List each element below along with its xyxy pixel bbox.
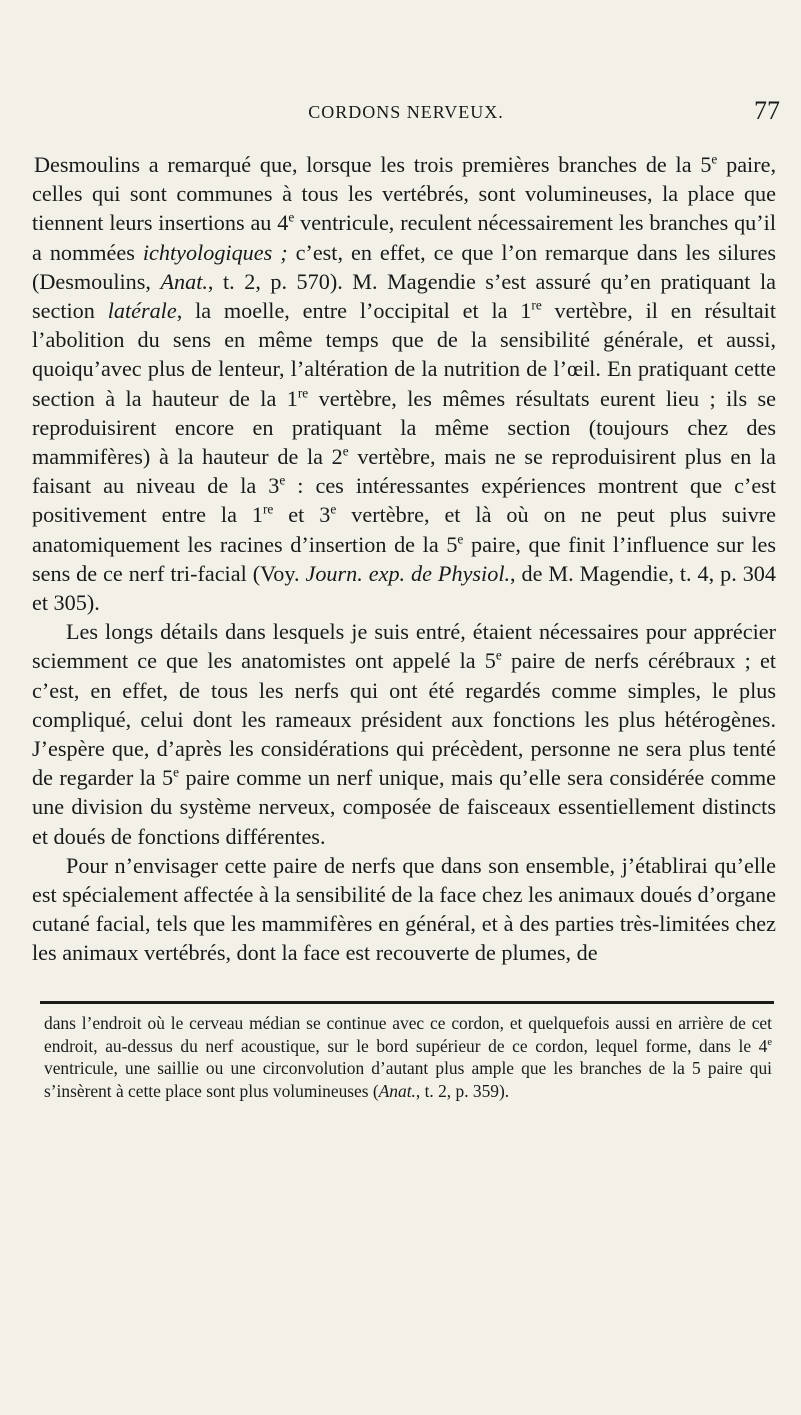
footnote-separator-rule — [40, 1001, 774, 1004]
superscript-run: e — [457, 531, 464, 547]
superscript-run: e — [288, 210, 295, 226]
text-run: et 3 — [273, 502, 331, 528]
italic-run: Anat. — [160, 268, 208, 294]
italic-run: latérale — [107, 298, 177, 324]
text-run: , t. 2, p. 570). M. Magendie s’est assuré qu’en pratiquant la section — [32, 268, 776, 324]
text-run: c’est, en effet, ce que l’on remarque dans les silures (Desmoulins, — [32, 239, 776, 294]
text-run: vertèbre, il en résultait l’abolition du sens en même temps que de la sensibilité générale, et aussi, quoiqu’avec plus de lenteur, l’altération de la nutrition de l’œil. En pratiquant cette section à la hauteur de la 1 — [32, 298, 777, 411]
body-text — [32, 150, 776, 968]
paragraph-1 — [32, 150, 776, 617]
text-run: paire, que finit l’influence sur les sens de ce nerf tri-facial (Voy. — [32, 531, 776, 586]
book-page — [30, 0, 782, 1415]
text-run: , la moelle, entre l’occipital et la 1 — [176, 298, 532, 324]
superscript-run: e — [173, 764, 180, 780]
text-run: : ces intéressantes expériences montrent que c’est positivement entre la 1 — [32, 473, 776, 528]
text-run: vertèbre, mais ne se reproduisirent plus en la faisant au niveau de la 3 — [32, 444, 776, 499]
text-run: paire de nerfs cérébraux ; et c’est, en effet, de tous les nerfs qui ont été regardés comme simples, le plus compliqué, celui dont les rameaux président aux fonctions les plus hétérogènes. J’espère que, d’après les considérations qui précèdent, personne ne sera plus tenté de regarder la 5 — [32, 648, 776, 791]
superscript-run: e — [279, 472, 286, 488]
footnote — [44, 1012, 772, 1102]
running-head: CORDONS NERVEUX. — [308, 102, 504, 122]
text-run: Desmoulins a remarqué que, lorsque les trois premières branches de la 5 — [34, 152, 712, 177]
paragraph-3 — [32, 851, 776, 968]
text-run: ventricule, une saillie ou une circonvolution d’autant plus ample que les branches de la 5 paire qui s’insèrent à cette place sont plus volumineuses ( — [44, 1058, 772, 1101]
text-run: Les longs détails dans lesquels je suis entré, étaient nécessaires pour apprécier sciemment ce que les anatomistes ont appelé la 5 — [32, 619, 776, 674]
text-run: dans l’endroit où le cerveau médian se continue avec ce cordon, et quelquefois aussi en arrière de cet endroit, au-dessus du nerf acoustique, sur le bord supérieur de ce cordon, lequel forme, dans le 4 — [44, 1013, 772, 1056]
italic-run: ichtyologiques ; — [142, 239, 288, 265]
superscript-run: re — [262, 502, 274, 518]
text-run: vertèbre, et là où on ne peut plus suivre anatomiquement les racines d’insertion de la 5 — [32, 502, 776, 557]
italic-run: Journ. exp. de Physiol. — [305, 560, 511, 586]
superscript-run: e — [767, 1036, 772, 1048]
text-run: ventricule, reculent nécessairement les branches qu’il a nommées — [32, 210, 776, 265]
page-number: 77 — [754, 96, 780, 125]
text-run: paire comme un nerf unique, mais qu’elle sera considérée comme une division du système nerveux, composée de faisceaux essentiellement distincts et doués de fonctions différentes. — [32, 765, 776, 849]
text-run: Pour n’envisager cette paire de nerfs que dans son ensemble, j’établirai qu’elle est spécialement affectée à la sensibilité de la face chez les animaux doués d’organe cutané facial, tels que les mammifères en général, et à des parties très-limitées chez les animaux vertébrés, dont la face est recouverte de plumes, de — [32, 852, 776, 966]
superscript-run: e — [342, 443, 349, 459]
text-run: , de M. Magendie, t. 4, p. 304 et 305). — [32, 560, 776, 616]
superscript-run: re — [531, 297, 542, 313]
italic-run: Anat. — [378, 1080, 416, 1101]
page-header — [30, 96, 782, 132]
superscript-run: e — [711, 151, 718, 167]
text-run: vertèbre, les mêmes résultats eurent lieu ; ils se reproduisirent encore en pratiquant la même section (toujours chez des mammifères) à la hauteur de la 2 — [32, 385, 776, 470]
paragraph-2 — [32, 617, 776, 851]
text-run: , t. 2, p. 359). — [415, 1080, 510, 1101]
text-run: paire, celles qui sont communes à tous les vertébrés, sont volumineuses, la place que tiennent leurs insertions au 4 — [32, 152, 777, 236]
superscript-run: e — [495, 648, 502, 664]
superscript-run: re — [297, 385, 309, 401]
footnote-text — [44, 1012, 772, 1102]
superscript-run: e — [330, 502, 337, 518]
